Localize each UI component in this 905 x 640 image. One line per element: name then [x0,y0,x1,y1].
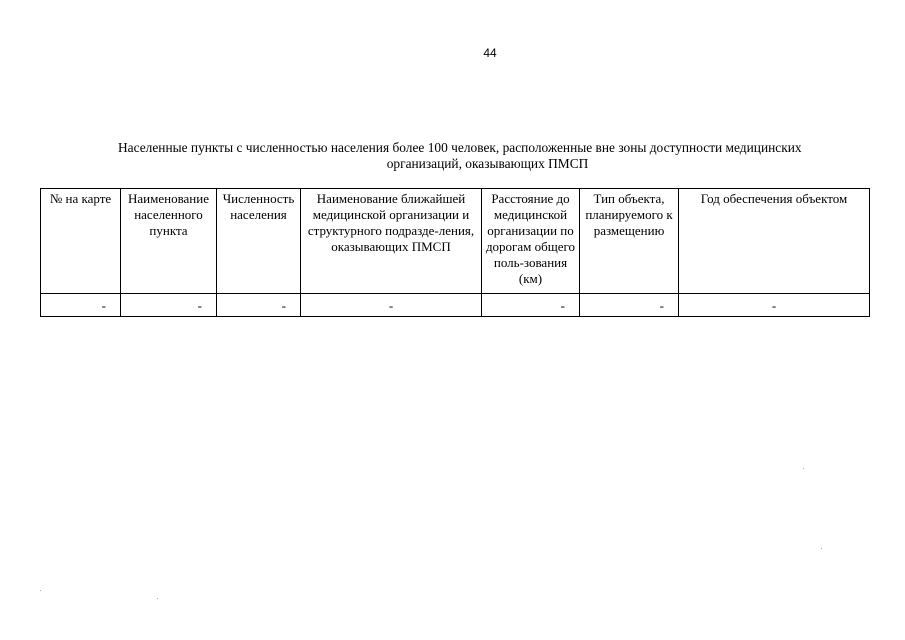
header-map-number: № на карте [41,189,121,294]
table-row [41,294,870,317]
heading-line-1: Населенные пункты с численностью населения более 100 человек, расположенные вне зоны доступности медицинских [118,140,802,155]
header-object-type: Тип объекта, планируемого к размещению [580,189,679,294]
header-population: Численность населения [217,189,301,294]
header-nearest-medical-org: Наименование ближайшей медицинской организации и структурного подразде-ления, оказывающих ПМСП [301,189,482,294]
scan-speck [157,598,158,599]
header-settlement-name: Наименование населенного пункта [121,189,217,294]
scan-speck [821,548,822,549]
scan-speck [803,468,804,469]
header-provision-year: Год обеспечения объектом [679,189,870,294]
table-header-row [41,189,870,294]
scan-speck [40,590,41,591]
heading-line-2: организаций, оказывающих ПМСП [386,156,589,171]
cell-population: - [217,294,301,317]
cell-nearest-medical-org: - [301,294,482,317]
page-number: 44 [483,46,497,60]
cell-distance: - [482,294,580,317]
table-heading [100,140,875,172]
cell-map-number: - [41,294,121,317]
header-distance: Расстояние до медицинской организации по дорогам общего поль-зования (км) [482,189,580,294]
cell-provision-year: - [679,294,870,317]
settlements-table [40,188,870,317]
cell-object-type: - [580,294,679,317]
cell-settlement-name: - [121,294,217,317]
